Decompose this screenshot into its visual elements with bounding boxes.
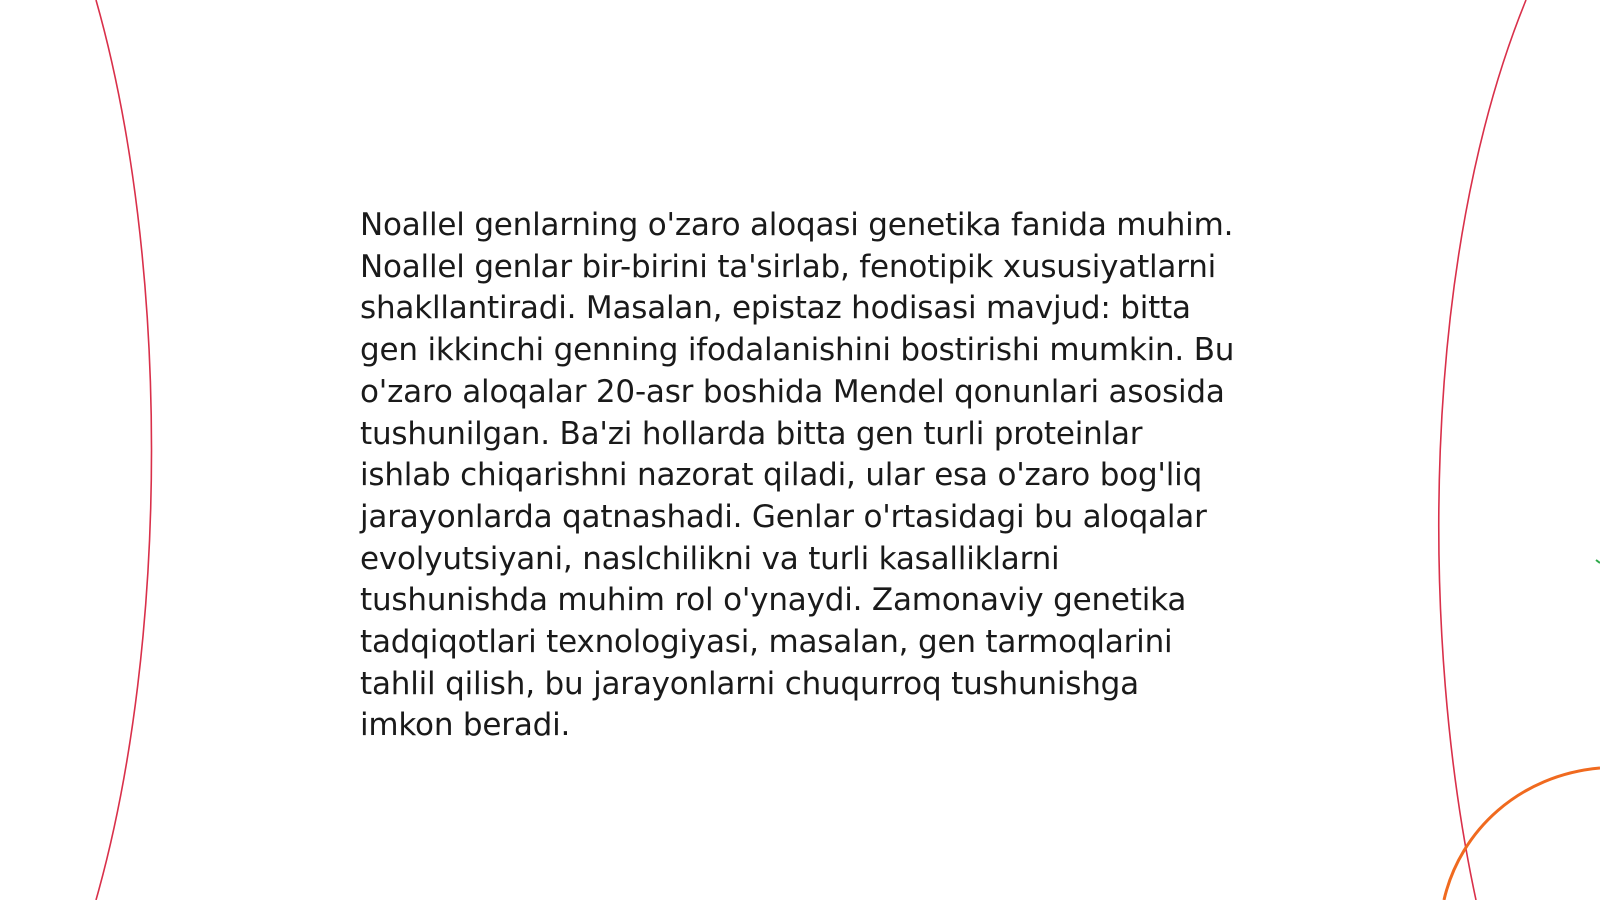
slide-paragraph: Noallel genlarning o'zaro aloqasi genetika fanida muhim. Noallel genlar bir-birini ta'sirlab, fenotipik xususiyatlarni shakllantiradi. Masalan, epistaz hodisasi mavjud: bitta gen ikkinchi genning ifodalanishini bostirishi mumkin. Bu o'zaro aloqalar 20-asr boshida Mendel qonunlari asosida tushunilgan. Ba'zi hollarda bitta gen turli proteinlar ishlab chiqarishni nazorat qiladi, ular esa o'zaro bog'liq jarayonlarda qatnashadi. Genlar o'rtasidagi bu aloqalar evolyutsiyani, naslchilikni va turli kasalliklarni tushunishda muhim rol o'ynaydi. Zamonaviy genetika tadqiqotlari texnologiyasi, masalan, gen tarmoqlarini tahlil qilish, bu jarayonlarni chuqurroq tushunishga imkon beradi.	[360, 207, 1235, 744]
orange-arc	[1444, 768, 1600, 900]
green-accent	[1596, 560, 1600, 563]
left-curve	[96, 0, 152, 900]
right-curve	[1439, 0, 1526, 900]
